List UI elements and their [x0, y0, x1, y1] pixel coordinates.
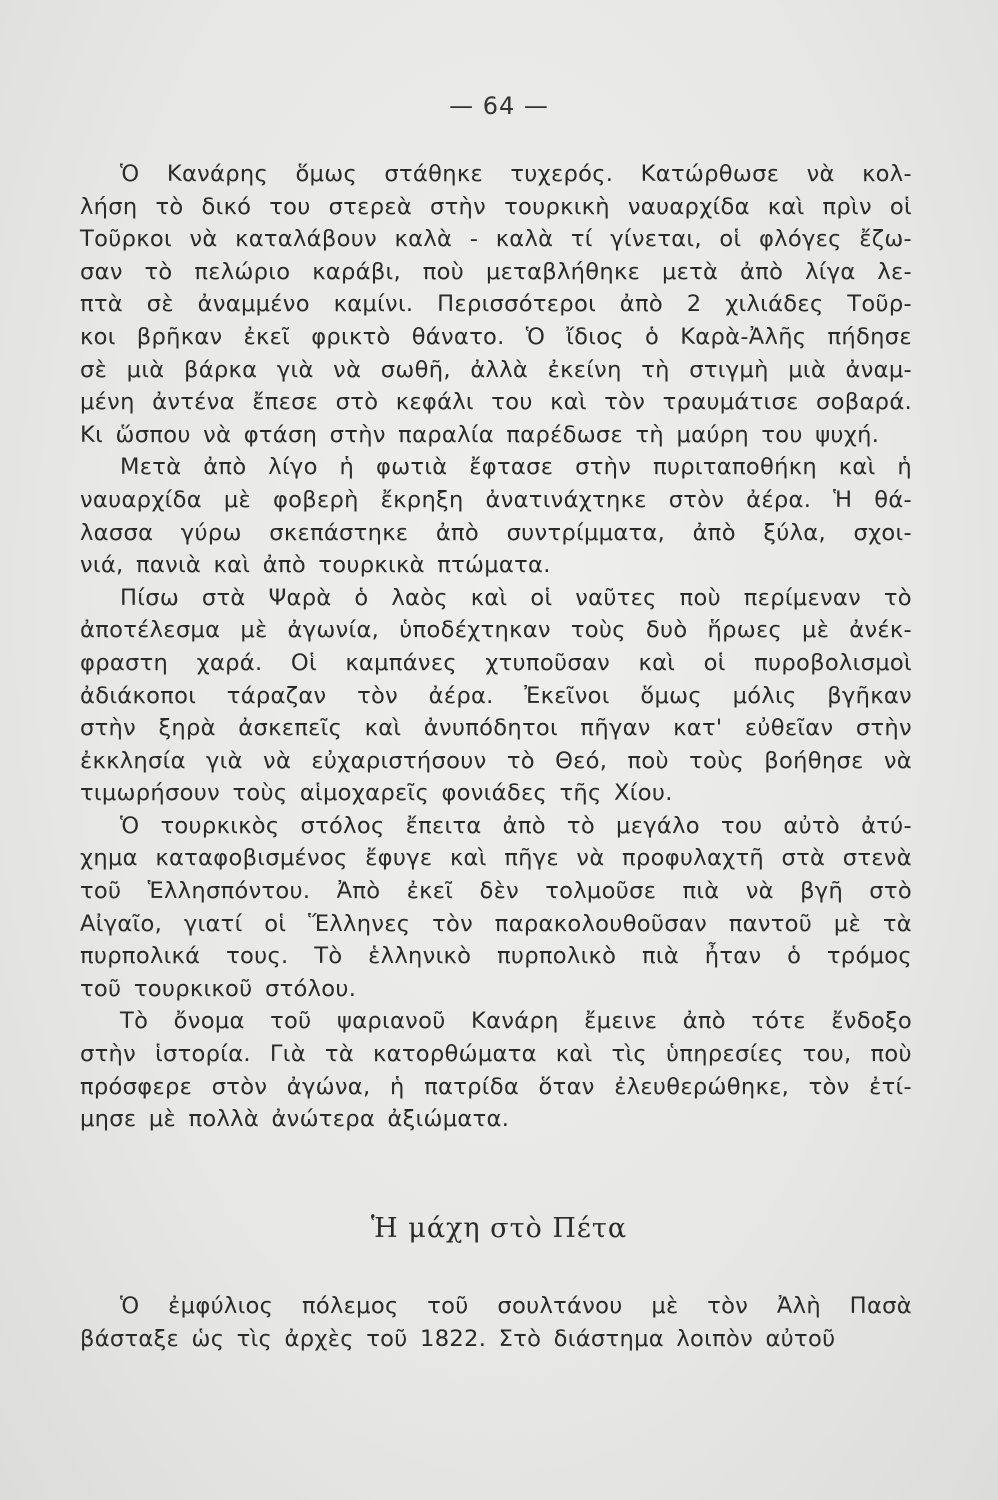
page-number: — 64 —	[449, 92, 549, 120]
text-line: Ὁ τουρκικὸς στόλος ἔπειτα ἀπὸ τὸ μεγάλο του αὐτὸ ἀτύ-	[120, 812, 912, 839]
section-heading: Ἡ μάχη στὸ Πέτα	[370, 1213, 628, 1244]
text-line: σαν τὸ πελώριο καράβι, ποὺ μεταβλήθηκε μετὰ ἀπὸ λίγα λε-	[80, 258, 912, 285]
text-line: λήση τὸ δικό του στερεὰ στὴν τουρκικὴ ναυαρχίδα καὶ πρὶν οἱ	[80, 193, 912, 220]
text-line: χημα καταφοβισμένος ἔφυγε καὶ πῆγε νὰ προφυλαχτῆ στὰ στενὰ	[80, 845, 912, 872]
text-line: στὴν ξηρὰ ἀσκεπεῖς καὶ ἀνυπόδητοι πῆγαν κατ' εὐθεῖαν στὴν	[80, 715, 912, 742]
text-line: πρόσφερε στὸν ἀγώνα, ἡ πατρίδα ὅταν ἐλευθερώθηκε, τὸν ἐτί-	[80, 1073, 912, 1100]
text-line: Τὸ ὄνομα τοῦ ψαριανοῦ Κανάρη ἔμεινε ἀπὸ τότε ἔνδοξο	[120, 1008, 912, 1035]
text-line: σὲ μιὰ βάρκα γιὰ νὰ σωθῆ, ἀλλὰ ἐκείνη τὴ στιγμὴ μιὰ ἀναμ-	[80, 356, 912, 383]
text-line: πυρπολικά τους. Τὸ ἑλληνικὸ πυρπολικὸ πιὰ ἦταν ὁ τρόμος	[80, 943, 912, 970]
text-line: βάσταξε ὡς τὶς ἀρχὲς τοῦ 1822. Στὸ διάστημα λοιπὸν αὐτοῦ	[80, 1325, 836, 1352]
text-line: Ὁ Κανάρης ὅμως στάθηκε τυχερός. Κατώρθωσε νὰ κολ-	[120, 161, 912, 187]
text-line: τοῦ Ἑλλησπόντου. Ἀπὸ ἐκεῖ δὲν τολμοῦσε πιὰ νὰ βγῆ στὸ	[80, 878, 912, 905]
text-line: πτὰ σὲ ἀναμμένο καμίνι. Περισσότεροι ἀπὸ 2 χιλιάδες Τοῦρ-	[80, 291, 912, 318]
text-line: ἐκκλησία γιὰ νὰ εὐχαριστήσουν τὸ Θεό, ποὺ τοὺς βοήθησε νὰ	[80, 747, 912, 774]
text-line: Τοῦρκοι νὰ καταλάβουν καλὰ - καλὰ τί γίνεται, οἱ φλόγες ἔζω-	[80, 226, 912, 253]
text-line: κοι βρῆκαν ἐκεῖ φρικτὸ θάνατο. Ὁ ἴδιος ὁ Καρὰ-Ἀλῆς πήδησε	[80, 323, 912, 350]
text-line: Αἰγαῖο, γιατί οἱ Ἕλληνες τὸν παρακολουθοῦσαν παντοῦ μὲ τὰ	[80, 910, 912, 937]
text-line: Ὁ ἐμφύλιος πόλεμος τοῦ σουλτάνου μὲ τὸν Ἀλὴ Πασὰ	[120, 1293, 912, 1319]
text-line: τοῦ τουρκικοῦ στόλου.	[80, 975, 357, 1002]
text-line: λασσα γύρω σκεπάστηκε ἀπὸ συντρίμματα, ἀπὸ ξύλα, σχοι-	[80, 519, 912, 546]
text-line: Μετὰ ἀπὸ λίγο ἡ φωτιὰ ἔφτασε στὴν πυριταποθήκη καὶ ἡ	[120, 454, 912, 481]
text-line: τιμωρήσουν τοὺς αἱμοχαρεῖς φονιάδες τῆς Χίου.	[80, 780, 673, 807]
text-line: φραστη χαρά. Οἱ καμπάνες χτυποῦσαν καὶ οἱ πυροβολισμοὶ	[80, 649, 912, 676]
text-line: Κι ὥσπου νὰ φτάση στὴν παραλία παρέδωσε τὴ μαύρη του ψυχή.	[80, 421, 880, 448]
text-line: ναυαρχίδα μὲ φοβερὴ ἔκρηξη ἀνατινάχτηκε στὸν ἀέρα. Ἡ θά-	[80, 486, 912, 513]
text-line: ἀδιάκοποι τάραζαν τὸν ἀέρα. Ἐκεῖνοι ὅμως μόλις βγῆκαν	[80, 682, 912, 709]
text-line: ἀποτέλεσμα μὲ ἀγωνία, ὑποδέχτηκαν τοὺς δυὸ ἥρωες μὲ ἀνέκ-	[80, 617, 912, 644]
text-line: Πίσω στὰ Ψαρὰ ὁ λαὸς καὶ οἱ ναῦτες ποὺ περίμεναν τὸ	[120, 584, 912, 611]
text-line: στὴν ἱστορία. Γιὰ τὰ κατορθώματα καὶ τὶς ὑπηρεσίες του, ποὺ	[80, 1041, 912, 1068]
text-line: μένη ἀντένα ἔπεσε στὸ κεφάλι του καὶ τὸν τραυμάτισε σοβαρά.	[80, 389, 912, 416]
text-line: μησε μὲ πολλὰ ἀνώτερα ἀξιώματα.	[80, 1106, 510, 1133]
body-text-top	[80, 158, 912, 1136]
text-line: νιά, πανιὰ καὶ ἀπὸ τουρκικὰ πτώματα.	[80, 552, 551, 579]
body-text-bottom	[80, 1290, 912, 1355]
